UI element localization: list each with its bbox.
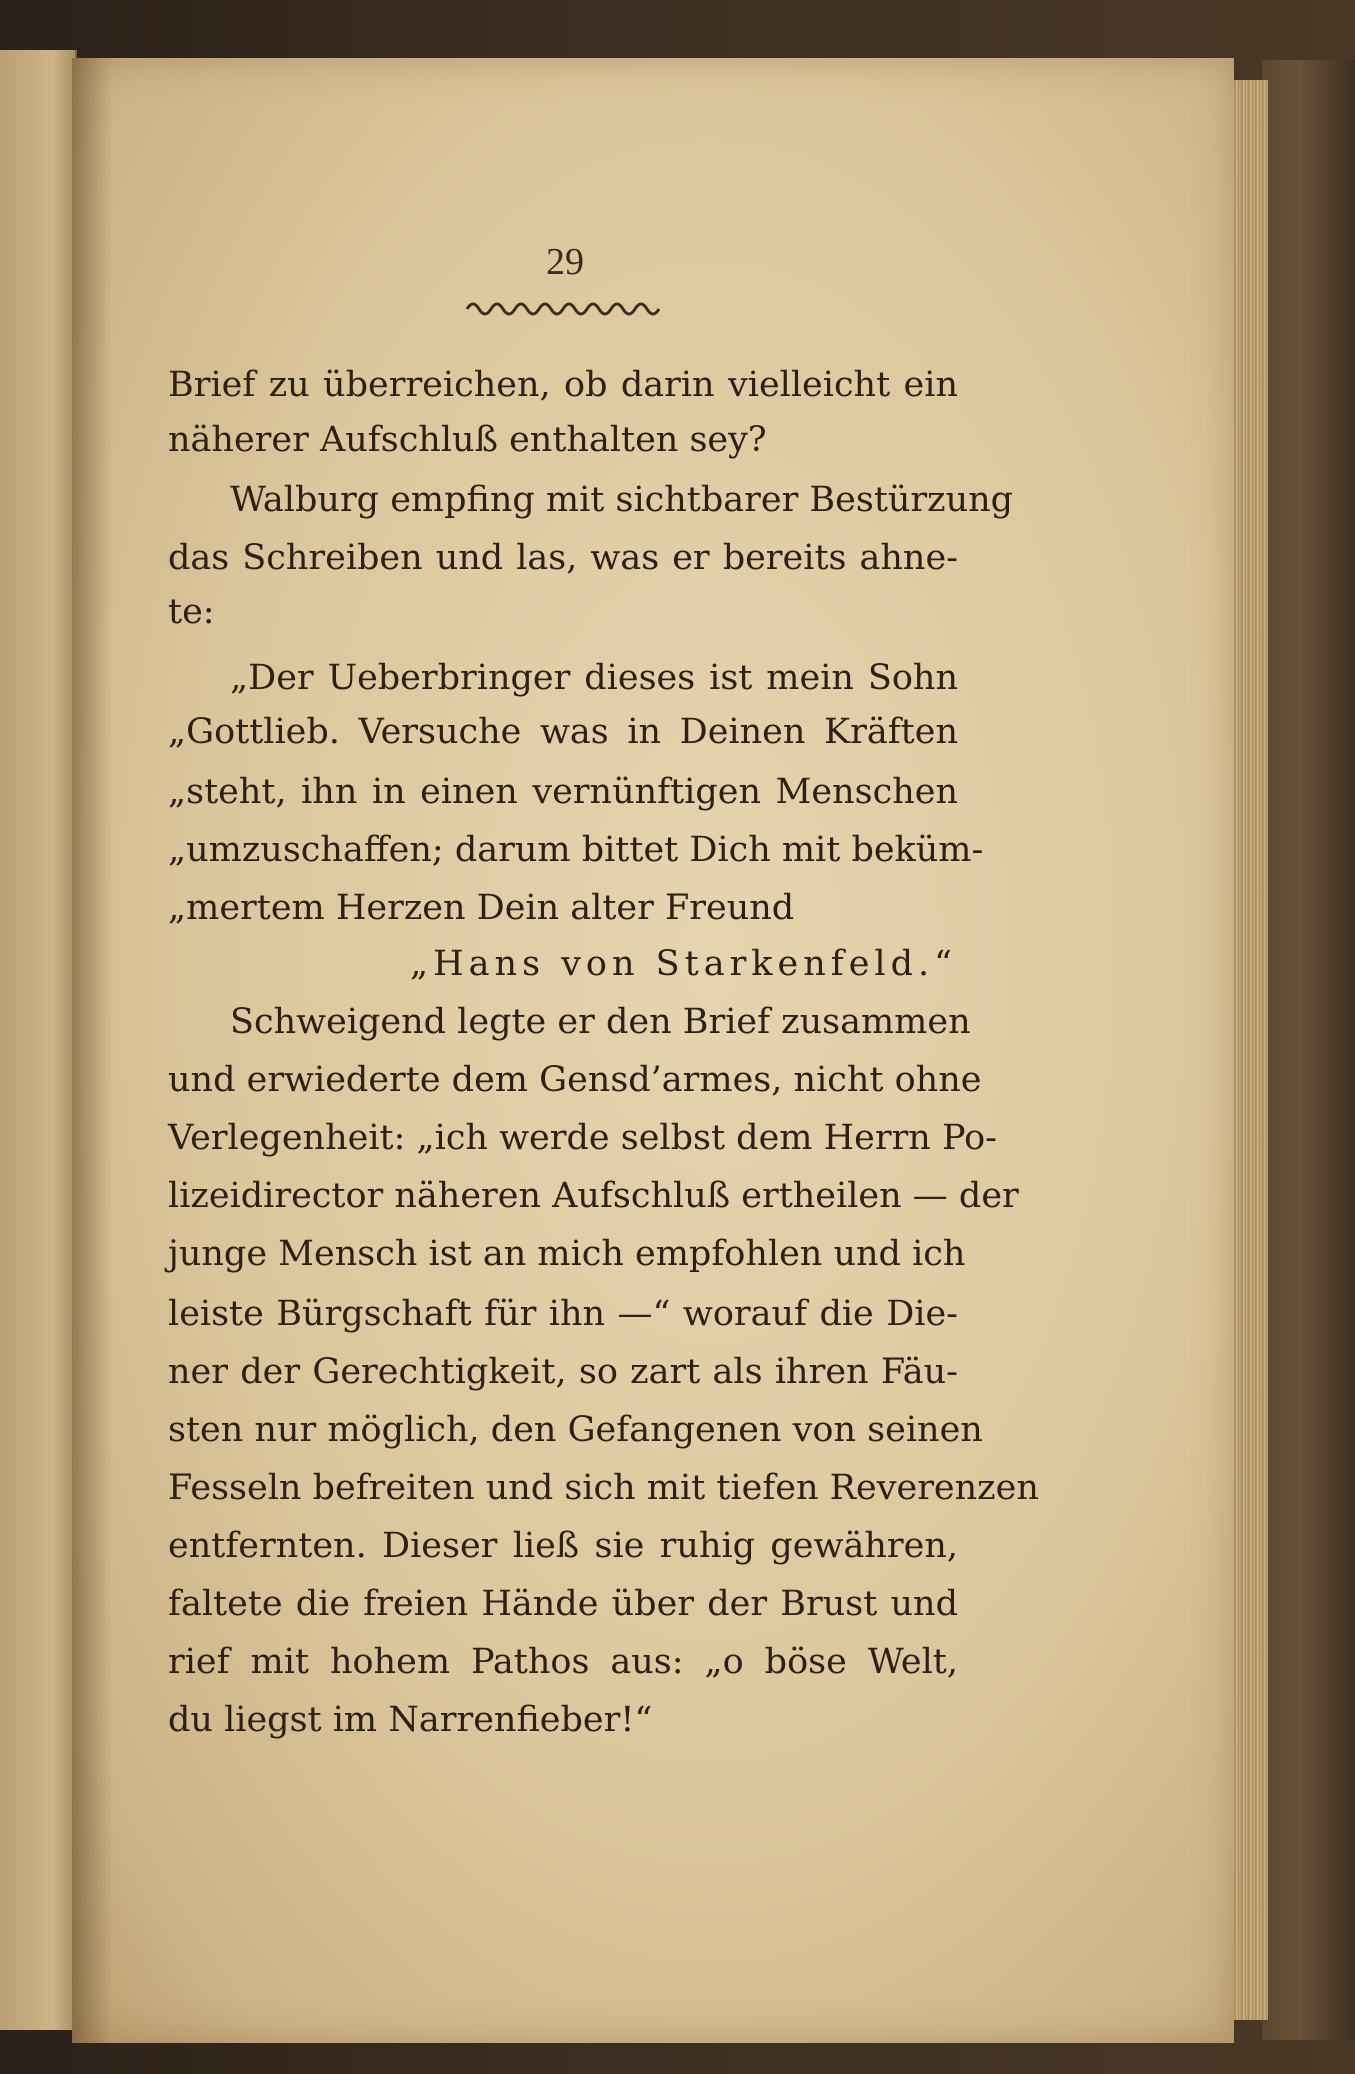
page-number: 29 <box>546 241 584 283</box>
wavy-rule-ornament <box>465 296 660 322</box>
text-line: Fesseln befreiten und sich mit tiefen Reverenzen <box>168 1468 1039 1508</box>
text-line: das Schreiben und las, was er bereits ahne- <box>168 538 958 578</box>
text-line: Verlegenheit: „ich werde selbst dem Herrn Po- <box>168 1118 997 1158</box>
text-line: entfernten. Dieser ließ sie ruhig gewähren, <box>168 1526 958 1566</box>
text-line: junge Mensch ist an mich empfohlen und ich <box>168 1234 966 1274</box>
text-line: Brief zu überreichen, ob darin vielleicht ein <box>168 365 958 405</box>
text-line: „Der Ueberbringer dieses ist mein Sohn <box>230 658 958 698</box>
text-line: Schweigend legte er den Brief zusammen <box>230 1002 971 1042</box>
text-line: „steht, ihn in einen vernünftigen Menschen <box>168 772 958 812</box>
cover-edge <box>1262 60 1355 2040</box>
text-line: näherer Aufschluß enthalten sey? <box>168 420 767 460</box>
page-gutter-shadow <box>72 58 112 2043</box>
text-line: leiste Bürgschaft für ihn —“ worauf die Die- <box>168 1294 958 1334</box>
text-line: te: <box>168 592 215 632</box>
left-page-edge <box>0 50 77 2030</box>
text-line: rief mit hohem Pathos aus: „o böse Welt, <box>168 1642 958 1682</box>
text-line: „Gottlieb. Versuche was in Deinen Kräften <box>168 712 958 752</box>
text-line: Walburg empfing mit sichtbarer Bestürzung <box>230 480 1014 520</box>
text-line: „mertem Herzen Dein alter Freund <box>168 888 795 928</box>
text-line: ner der Gerechtigkeit, so zart als ihren Fäu- <box>168 1352 958 1392</box>
text-line: lizeidirector näheren Aufschluß ertheilen — der <box>168 1176 1019 1216</box>
text-line: „umzuschaffen; darum bittet Dich mit beküm- <box>168 830 984 870</box>
text-line: sten nur möglich, den Gefangenen von seinen <box>168 1410 983 1450</box>
book-page <box>72 58 1234 2043</box>
text-line: faltete die freien Hände über der Brust und <box>168 1584 958 1624</box>
signature-line: „Hans von Starkenfeld.“ <box>410 944 958 984</box>
text-line: und erwiederte dem Gensd’armes, nicht ohne <box>168 1060 982 1100</box>
text-line: du liegst im Narrenfieber!“ <box>168 1700 653 1740</box>
